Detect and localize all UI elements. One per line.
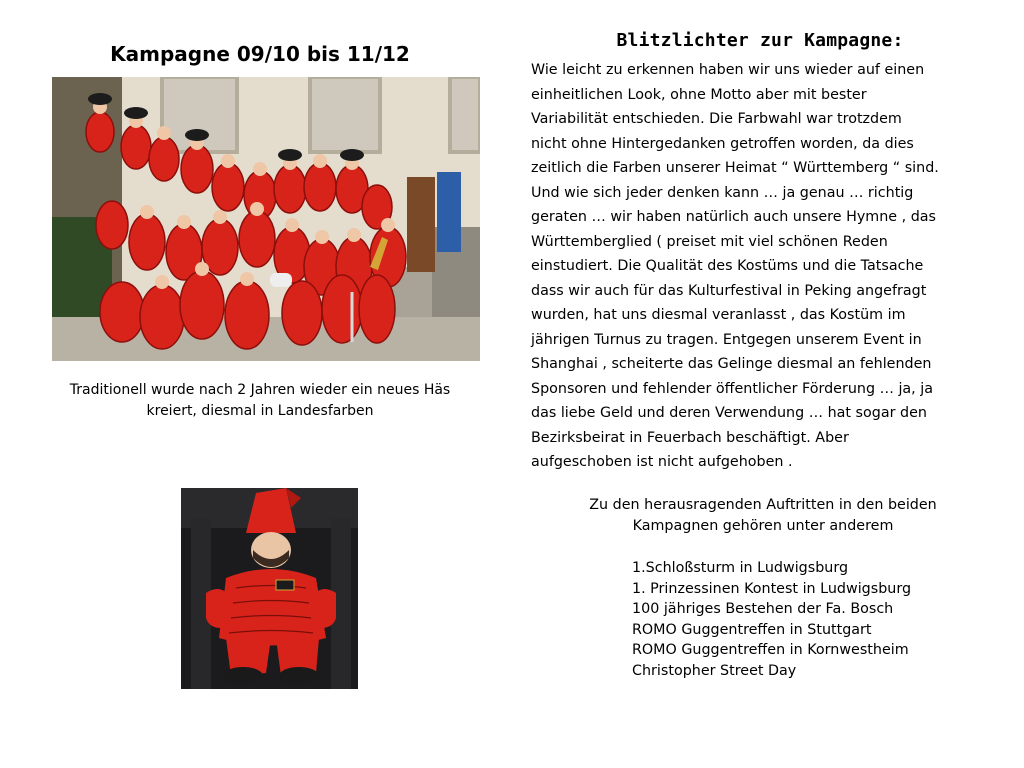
event-item: 1.Schloßsturm in Ludwigsburg [632,560,849,576]
text-line: Bezirksbeirat in Feuerbach beschäftigt. Aber [531,429,849,446]
text-line: das liebe Geld und deren Verwendung … hat sogar den [531,405,927,421]
text-line: einheitlichen Look, ohne Motto aber mit bester [531,86,867,103]
campaign-text [531,58,1011,475]
event-item: Christopher Street Day [632,662,797,679]
event-item: 100 jähriges Bestehen der Fa. Bosch [632,601,894,618]
text-line: Shanghai , scheiterte das Gelinge diesmal an fehlenden [531,356,932,372]
text-line: geraten … wir haben natürlich auch unsere Hymne , das [531,209,936,225]
text-line: zeitlich die Farben unserer Heimat “ Württemberg “ sind. [531,160,939,176]
text-line: Variabilität entschieden. Die Farbwahl war trotzdem [531,111,902,127]
group-photo [52,77,480,361]
caption-line: kreiert, diesmal in Landesfarben [146,403,374,419]
left-title: Kampagne 09/10 bis 11/12 [110,42,410,66]
text-line: nicht ohne Hintergedanken getroffen worden, da dies [531,135,914,152]
text-line: Wie leicht zu erkennen haben wir uns wieder auf einen [531,62,925,78]
caption-line: Traditionell wurde nach 2 Jahren wieder ein neues Häs [69,382,451,398]
text-line: Sponsoren und fehlender öffentlicher Förderung … ja, ja [531,380,933,397]
text-line: dass wir auch für das Kulturfestival in Peking angefragt [531,282,927,299]
text-line: jährigen Turnus zu tragen. Entgegen unserem Event in [531,331,922,348]
text-line: einstudiert. Die Qualität des Kostüms und die Tatsache [531,258,924,274]
text-line: Und wie sich jeder denken kann … ja genau … richtig [531,184,914,201]
doll-photo [181,488,358,689]
highlights-intro [548,495,978,537]
highlight-line: Kampagnen gehören unter anderem [632,518,894,534]
text-line: wurden, hat uns diesmal veranlasst , das Kostüm im [531,307,906,323]
right-title: Blitzlichter zur Kampagne: [616,30,904,51]
text-line: aufgeschoben ist nicht aufgehoben . [531,454,793,470]
event-item: 1. Prinzessinen Kontest in Ludwigsburg [632,580,912,597]
event-item: ROMO Guggentreffen in Kornwestheim [632,642,909,659]
event-item: ROMO Guggentreffen in Stuttgart [632,621,872,638]
photo-caption [40,380,480,422]
text-line: Württemberglied ( preiset mit viel schönen Reden [531,233,888,250]
highlight-line: Zu den herausragenden Auftritten in den beiden [589,497,937,513]
events-list [632,558,911,682]
